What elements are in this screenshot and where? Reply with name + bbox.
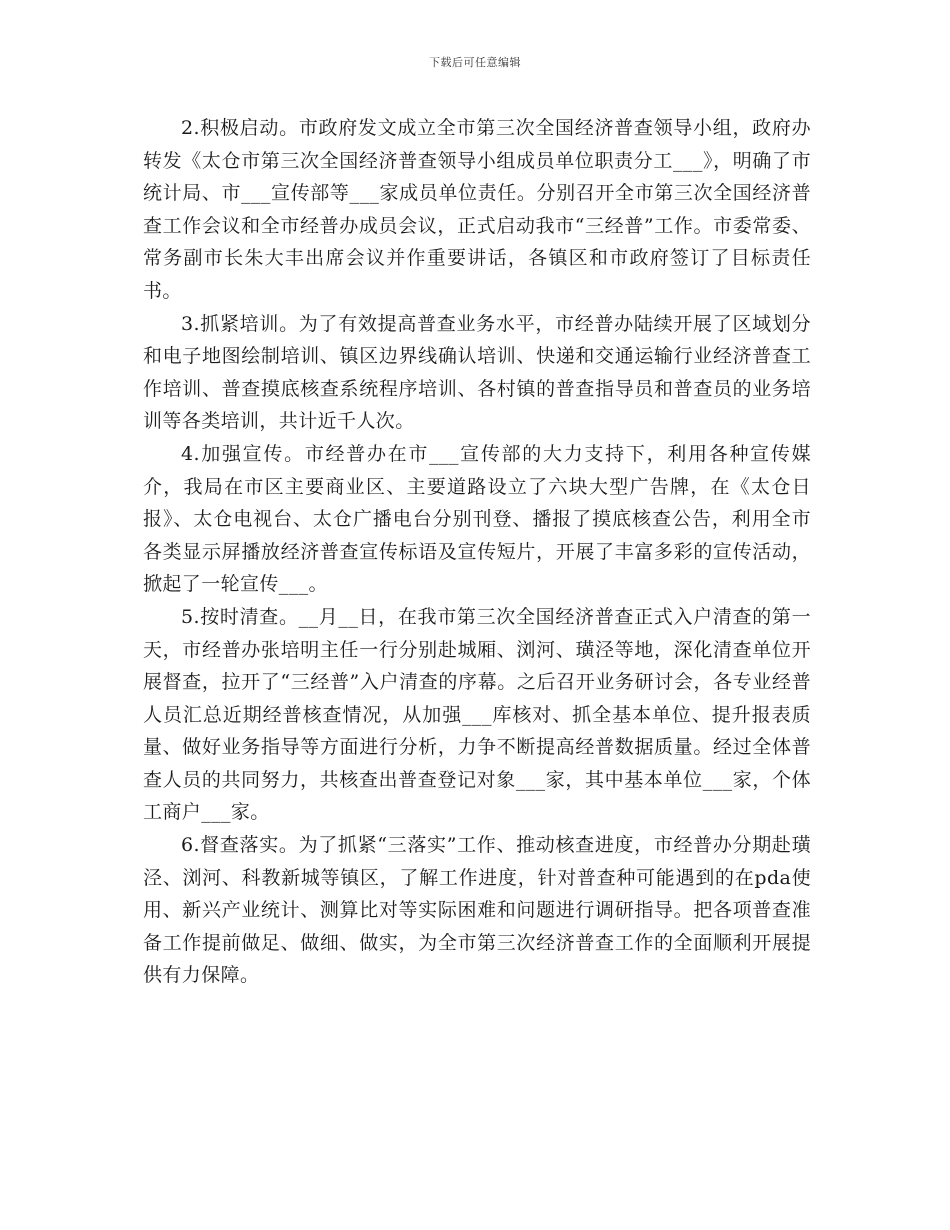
paragraph-launch: 2.积极启动。市政府发文成立全市第三次全国经济普查领导小组，政府办转发《太仓市第三次全国经济普查领导小组成员单位职责分工___》，明确了市统计局、市___宣传部等___家成员单位责任。分别召开全市第三次全国经济普查工作会议和全市经普办成员会议，正式启动我市“三经普”工作。市委常委、常务副市长朱大丰出席会议并作重要讲话，各镇区和市政府签订了目标责任书。 — [143, 117, 811, 302]
paragraph-publicity: 4.加强宣传。市经普办在市___宣传部的大力支持下，利用各种宣传媒介，我局在市区主要商业区、主要道路设立了六块大型广告牌，在《太仓日报》、太仓电视台、太仓广播电台分别刊登、播报了摸底核查公告，利用全市各类显示屏播放经济普查宣传标语及宣传短片，开展了丰富多彩的宣传活动，掀起了一轮宣传___。 — [143, 442, 811, 596]
page-header: 下载后可任意编辑 — [429, 56, 521, 69]
paragraph-inspection: 5.按时清查。__月__日，在我市第三次全国经济普查正式入户清查的第一天，市经普办张培明主任一行分别赴城厢、浏河、璜泾等地，深化清查单位开展督查，拉开了“三经普”入户清查的序幕。之后召开业务研讨会，各专业经普人员汇总近期经普核查情况，从加强___库核对、抓全基本单位、提升报表质量、做好业务指导等方面进行分析，力争不断提高经普数据质量。经过全体普查人员的共同努力，共核查出普查登记对象___家，其中基本单位___家，个体工商户___家。 — [143, 605, 811, 824]
paragraph-supervision: 6.督查落实。为了抓紧“三落实”工作、推动核查进度，市经普办分期赴璜泾、浏河、科教新城等镇区，了解工作进度，针对普查种可能遇到的在pda使用、新兴产业统计、测算比对等实际困难和问题进行调研指导。把各项普查准备工作提前做足、做细、做实，为全市第三次经济普查工作的全面顺利开展提供有力保障。 — [143, 834, 811, 987]
document-body — [143, 112, 811, 992]
paragraph-training: 3.抓紧培训。为了有效提高普查业务水平，市经普办陆续开展了区域划分和电子地图绘制培训、镇区边界线确认培训、快递和交通运输行业经济普查工作培训、普查摸底核查系统程序培训、各村镇的普查指导员和普查员的业务培训等各类培训，共计近千人次。 — [143, 312, 811, 433]
